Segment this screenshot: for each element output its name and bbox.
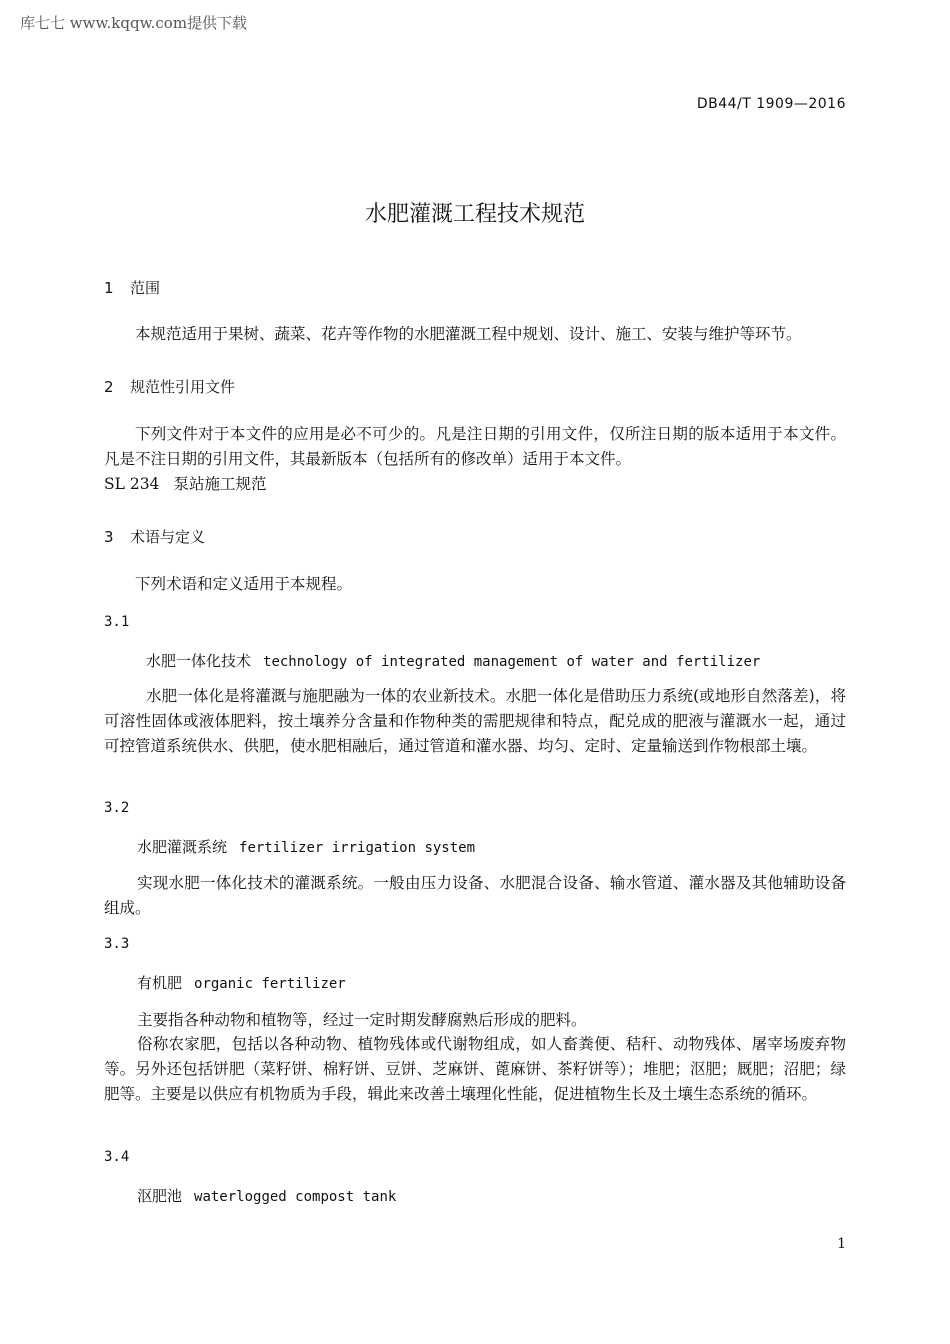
term-3-3-heading	[137, 972, 346, 993]
term-en: fertilizer irrigation system	[239, 840, 476, 856]
watermark: 库七七 www.kqqw.com提供下载	[20, 14, 248, 32]
term-en: technology of integrated management of water and fertilizer	[263, 654, 761, 670]
term-3-1-definition: 水肥一体化是将灌溉与施肥融为一体的农业新技术。水肥一体化是借助压力系统(或地形自然落差)，将可溶性固体或液体肥料，按土壤养分含量和作物种类的需肥规律和特点，配兑成的肥液与灌溉水一起，通过可控管道系统供水、供肥，使水肥相融后，通过管道和灌水器、均匀、定时、定量输送到作物根部土壤。	[104, 687, 846, 755]
term-3-1-heading	[146, 650, 760, 671]
term-en: organic fertilizer	[194, 976, 346, 992]
term-en: waterlogged compost tank	[194, 1189, 397, 1205]
term-zh: 有机肥	[137, 974, 183, 992]
page-number: 1	[837, 1236, 846, 1252]
section-1-heading	[104, 277, 160, 298]
reference-code: SL 234	[104, 475, 160, 493]
section-number: 1	[104, 279, 114, 297]
term-3-3-definition-1: 主要指各种动物和植物等，经过一定时期发酵腐熟后形成的肥料。	[137, 1011, 587, 1029]
section-title: 规范性引用文件	[130, 378, 236, 396]
section-title: 术语与定义	[130, 528, 206, 546]
document-title: 水肥灌溉工程技术规范	[364, 202, 585, 227]
term-3-4-number: 3.4	[104, 1149, 130, 1165]
term-3-3-definition-2: 俗称农家肥，包括以各种动物、植物残体或代谢物组成，如人畜粪便、秸秆、动物残体、屠宰场废弃物等。另外还包括饼肥（菜籽饼、棉籽饼、豆饼、芝麻饼、蓖麻饼、茶籽饼等）；堆肥；沤肥；厩肥；沼肥；绿肥等。主要是以供应有机物质为手段，辑此来改善土壤理化性能，促进植物生长及土壤生态系统的循环。	[104, 1035, 846, 1103]
section-3-paragraph: 下列术语和定义适用于本规程。	[135, 575, 353, 593]
section-1-paragraph: 本规范适用于果树、蔬菜、花卉等作物的水肥灌溉工程中规划、设计、施工、安装与维护等环节。	[135, 325, 802, 343]
document-number: DB44/T 1909—2016	[696, 96, 846, 112]
section-2-heading	[104, 376, 235, 397]
term-zh: 水肥灌溉系统	[137, 838, 228, 856]
section-2-paragraph: 下列文件对于本文件的应用是必不可少的。凡是注日期的引用文件，仅所注日期的版本适用于本文件。凡是不注日期的引用文件，其最新版本（包括所有的修改单）适用于本文件。	[104, 425, 846, 468]
term-zh: 水肥一体化技术	[146, 652, 252, 670]
section-title: 范围	[130, 279, 161, 297]
section-number: 2	[104, 378, 114, 396]
reference-title: 泵站施工规范	[173, 475, 267, 493]
term-3-1-number: 3.1	[104, 614, 130, 630]
term-zh: 沤肥池	[137, 1187, 183, 1205]
term-3-4-heading	[137, 1185, 396, 1206]
section-number: 3	[104, 528, 114, 546]
term-3-2-heading	[137, 836, 475, 857]
term-3-2-definition: 实现水肥一体化技术的灌溉系统。一般由压力设备、水肥混合设备、输水管道、灌水器及其他辅助设备组成。	[104, 874, 846, 917]
term-3-2-number: 3.2	[104, 800, 130, 816]
section-3-heading	[104, 526, 205, 547]
normative-reference	[104, 472, 266, 497]
term-3-3-number: 3.3	[104, 936, 130, 952]
